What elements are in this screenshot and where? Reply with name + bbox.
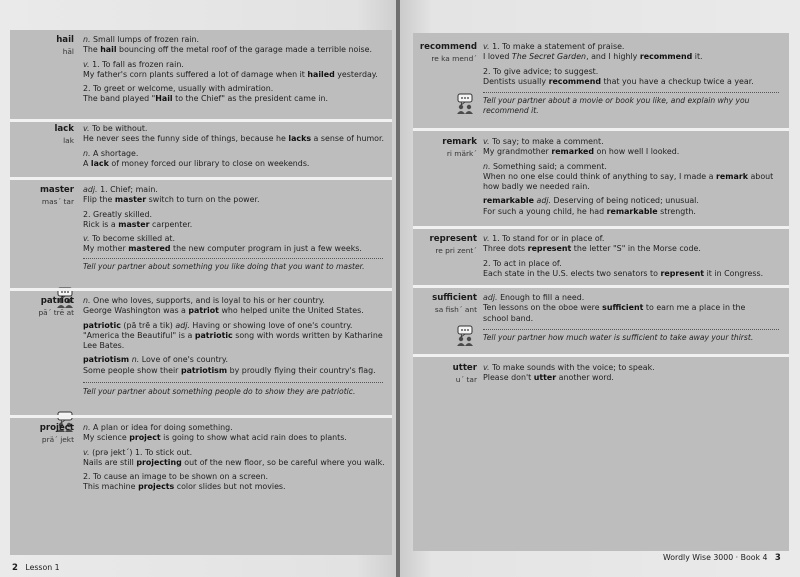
partner-tip: Tell your partner about something you like doing that you want to master. (83, 261, 365, 271)
page-number: 2 (12, 563, 18, 573)
headword: utter u´ tar (413, 363, 477, 385)
pronunciation: hāl (62, 47, 74, 56)
tip-divider (83, 382, 383, 383)
def-line (83, 35, 378, 45)
headword: hail hāl (10, 35, 74, 57)
example-text: The band played "Hail to the Chief" as the president came in. (83, 94, 329, 104)
definition-block (83, 296, 383, 397)
example-line (83, 94, 378, 104)
part-of-speech: v. (483, 234, 490, 243)
def-text: Small lumps of frozen rain. (93, 35, 200, 44)
def-text: To make sounds with the voice; to speak. (492, 363, 655, 372)
example-line (483, 147, 773, 157)
def-text: 1. To fall as frozen rain. (92, 59, 184, 69)
example-line (83, 433, 385, 443)
example-line (83, 306, 383, 316)
def-line (483, 293, 779, 303)
example-line (483, 77, 779, 87)
entry-divider (413, 354, 789, 357)
headword: lack lak (10, 124, 74, 146)
def-line (83, 149, 384, 159)
example-text: Please don't utter another word. (483, 373, 614, 383)
example-text: My science project is going to show what acid rain does to plants. (83, 433, 347, 443)
def-text: 1. Chief; main. (100, 185, 158, 194)
left-page (0, 0, 396, 577)
headword: represent re pri zent´ (413, 234, 477, 256)
pronunciation: lak (63, 136, 74, 145)
entry-divider (10, 119, 392, 122)
tip-divider (483, 329, 779, 330)
def-text: To be without. (92, 124, 148, 133)
example-text: The hail bouncing off the metal roof of the garage made a terrible noise. (83, 45, 373, 55)
entry-divider (413, 226, 789, 229)
headword: recommend re ka mend´ (413, 42, 477, 64)
example-text: For such a young child, he had remarkable strength. (483, 206, 696, 216)
def-text: One who loves, supports, and is loyal to his or her country. (93, 296, 325, 305)
derived-def-text: patriotic (pā trē a tik) adj. Having or showing love of one's country. (83, 320, 353, 330)
definition-block (483, 42, 779, 117)
page-footer-left (12, 563, 60, 573)
example-text: I loved The Secret Garden, and I highly recommend it. (483, 52, 703, 62)
def-text: 2. To give advice; to suggest. (483, 66, 599, 76)
lesson-label: Lesson 1 (25, 563, 60, 572)
definition-block (483, 234, 763, 279)
example-text: Three dots represent the letter "S" in the Morse code. (483, 244, 701, 254)
example-line (83, 70, 378, 80)
def-line (83, 472, 385, 482)
example-line (83, 341, 383, 351)
example-text: Some people show their patriotism by proudly flying their country's flag. (83, 365, 376, 375)
def-text: To say; to make a comment. (492, 137, 604, 146)
def-text: A plan or idea for doing something. (93, 423, 233, 432)
part-of-speech: n. (83, 423, 91, 432)
example-line (83, 458, 385, 468)
definition-block (83, 124, 384, 169)
derived-def-line (83, 355, 383, 365)
definition-block (483, 363, 655, 384)
pronunciation: mas´ tar (41, 197, 74, 206)
part-of-speech: adj. (83, 185, 98, 194)
part-of-speech: v. (83, 124, 90, 133)
partner-talk-icon (454, 93, 476, 115)
example-text: When no one else could think of anything to say, I made a remark about (483, 171, 774, 181)
part-of-speech: n. (83, 35, 91, 44)
example-text: He never sees the funny side of things, because he lacks a sense of humor. (83, 134, 384, 144)
example-text: Each state in the U.S. elects two senators to represent it in Congress. (483, 268, 764, 278)
pronunciation: pā´ trē at (38, 308, 74, 317)
page-number: 3 (774, 553, 781, 563)
def-line (83, 234, 383, 244)
partner-tip: Tell your partner how much water is sufficient to take away your thirst. (483, 332, 754, 342)
part-of-speech: v. (483, 42, 490, 51)
part-of-speech: v. (483, 137, 490, 146)
example-line (483, 52, 779, 62)
def-text: 2. To greet or welcome, usually with admiration. (83, 84, 274, 94)
example-line (483, 314, 779, 324)
example-text: Flip the master switch to turn on the power. (83, 195, 260, 205)
example-text: George Washington was a patriot who helped unite the United States. (83, 306, 364, 316)
pronunciation: prä´ jekt (41, 435, 74, 444)
example-line (83, 134, 384, 144)
def-text: Something said; a comment. (493, 161, 607, 171)
example-text: My mother mastered the new computer program in just a few weeks. (83, 244, 362, 254)
def-text: 1. To stand for or in place of. (492, 234, 605, 243)
entry-divider (10, 177, 392, 180)
derived-def-text: patriotism n. Love of one's country. (83, 355, 228, 365)
def-line (83, 124, 384, 134)
part-of-speech: n. (483, 161, 491, 171)
tip-divider (483, 92, 779, 93)
def-line (83, 448, 385, 458)
definition-block (83, 185, 383, 272)
derived-def-line (483, 196, 773, 206)
pronunciation: ri märk´ (446, 149, 477, 158)
definition-block (83, 423, 385, 493)
partner-tip: Tell your partner about a movie or book you like, and explain why you recommend it. (483, 96, 750, 116)
example-text: school band. (483, 313, 534, 323)
entry-divider (413, 128, 789, 131)
right-word-panel (413, 33, 789, 551)
def-line (483, 137, 773, 147)
example-line (483, 244, 763, 254)
entry-divider (10, 288, 392, 291)
def-line (483, 42, 779, 52)
entry-divider (10, 415, 392, 418)
headword: patriot pā´ trē at (10, 296, 74, 318)
example-text: Ten lessons on the oboe were sufficient to earn me a place in the (483, 303, 746, 313)
def-text: 2. To act in place of. (483, 258, 562, 268)
def-line (83, 296, 383, 306)
part-of-speech: v. (83, 447, 90, 457)
example-line (83, 331, 383, 341)
definition-block (483, 293, 779, 343)
def-text: 2. To cause an image to be shown on a screen. (83, 472, 269, 482)
def-text: Enough to fill a need. (500, 293, 585, 302)
part-of-speech: v. (83, 234, 90, 244)
example-text: "America the Beautiful" is a patriotic song with words written by Katharine (83, 330, 383, 340)
entry-divider (413, 285, 789, 288)
page-footer-right (663, 553, 781, 563)
def-text: (prə jekt´) 1. To stick out. (92, 447, 193, 457)
pronunciation: re ka mend´ (431, 54, 477, 63)
def-text: 1. To make a statement of praise. (492, 42, 625, 51)
def-line (83, 423, 385, 433)
tip-divider (83, 258, 383, 259)
definition-block (83, 35, 378, 105)
example-text: Rick is a master carpenter. (83, 219, 193, 229)
example-line (83, 482, 385, 492)
def-line (483, 259, 763, 269)
example-line (83, 195, 383, 205)
example-text: My grandmother remarked on how well I looked. (483, 147, 680, 157)
example-line (483, 207, 773, 217)
example-text: A lack of money forced our library to close on weekends. (83, 158, 310, 168)
part-of-speech: n. (83, 148, 91, 158)
pronunciation: sa fish´ ant (434, 305, 477, 314)
example-text: This machine projects color slides but not movies. (83, 482, 286, 492)
example-line (483, 303, 779, 313)
part-of-speech: adj. (483, 293, 498, 302)
example-line (83, 45, 378, 55)
def-line (483, 162, 773, 172)
derived-def-text: remarkable adj. Deserving of being noticed; unusual. (483, 196, 699, 206)
def-line (83, 210, 383, 220)
def-line (83, 185, 383, 195)
headword: remark ri märk´ (413, 137, 477, 159)
def-text: 2. Greatly skilled. (83, 209, 153, 219)
example-line (483, 269, 763, 279)
example-text: Nails are still projecting out of the new floor, so be careful where you walk. (83, 457, 385, 467)
headword: project prä´ jekt (10, 423, 74, 445)
example-text: how badly we needed rain. (483, 182, 590, 192)
derived-def-line (83, 321, 383, 331)
headword: master mas´ tar (10, 185, 74, 207)
example-text: Dentists usually recommend that you have a checkup twice a year. (483, 76, 754, 86)
def-line (483, 234, 763, 244)
def-text: To become skilled at. (92, 234, 176, 244)
book-label: Wordly Wise 3000 · Book 4 (663, 553, 768, 562)
def-line (83, 84, 378, 94)
example-line (483, 182, 773, 192)
partner-tip: Tell your partner about something people do to show they are patriotic. (83, 387, 356, 397)
example-text: Lee Bates. (83, 341, 125, 351)
example-line (83, 220, 383, 230)
part-of-speech: n. (83, 296, 91, 305)
def-line (83, 60, 378, 70)
pronunciation: u´ tar (455, 375, 477, 384)
def-text: A shortage. (93, 148, 139, 158)
part-of-speech: v. (483, 363, 490, 372)
def-line (483, 363, 655, 373)
example-line (83, 159, 384, 169)
example-text: My father's corn plants suffered a lot of damage when it hailed yesterday. (83, 69, 378, 79)
example-line (83, 366, 383, 376)
def-line (483, 67, 779, 77)
definition-block (483, 137, 773, 217)
partner-talk-icon (454, 325, 476, 347)
example-line (483, 172, 773, 182)
example-line (483, 373, 655, 383)
example-line (83, 244, 383, 254)
headword: sufficient sa fish´ ant (413, 293, 477, 315)
pronunciation: re pri zent´ (435, 246, 477, 255)
left-word-panel (10, 30, 392, 555)
part-of-speech: v. (83, 59, 90, 69)
